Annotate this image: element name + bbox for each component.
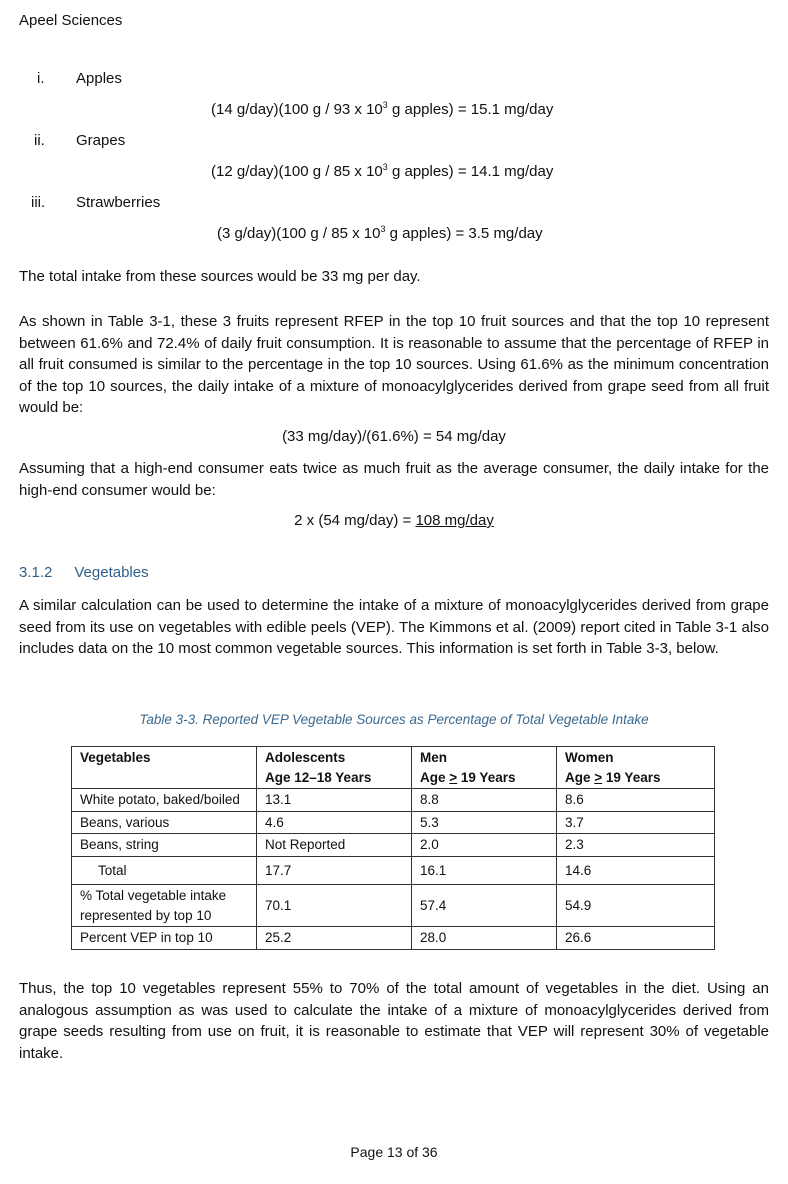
list-item-label: Apples [76,70,122,87]
row-label: % Total vegetable intake represented by top 10 [72,885,257,927]
row-label: White potato, baked/boiled [72,789,257,812]
section-number: 3.1.2 [19,564,53,581]
cell-adolescents: 13.1 [257,789,412,812]
formula-apples: (14 g/day)(100 g / 93 x $10^3$ g apples) = 15.1 mg/day [211,100,554,118]
section-heading [19,564,149,581]
cell-women: 14.6 [557,856,715,885]
cell-men: 57.4 [412,885,557,927]
table-caption: Table 3-3. Reported VEP Vegetable Sources as Percentage of Total Vegetable Intake [139,712,649,727]
table-header-row [72,747,715,789]
list-item-label: Strawberries [76,194,161,211]
paragraph-table31: As shown in Table 3-1, these 3 fruits represent RFEP in the top 10 fruit sources and that the top 10 represent between 61.6% and 72.4% of daily fruit consumption. It is reasonable to assume that the percentage of RFEP in all fruit consumed is similar to the percentage in the top 10 sources. Using 61.6% as the minimum concentration of the top 10 sources, the daily intake of a mixture of monoacylglycerides derived from grape seed from all fruit would be: [19,313,769,416]
section-title: Vegetables [74,564,149,581]
cell-women: 3.7 [557,811,715,834]
paragraph-total-intake: The total intake from these sources would be 33 mg per day. [19,268,421,285]
header-adolescents: Adolescents Age 12–18 Years [257,747,412,789]
row-label: Beans, various [72,811,257,834]
table-row [72,927,715,950]
header-women: Women Age > 19 Years [557,747,715,789]
cell-women: 54.9 [557,885,715,927]
cell-men: 2.0 [412,834,557,857]
list-numeral: ii. [34,132,45,149]
header-vegetables: Vegetables [72,747,257,789]
table-row-total [72,856,715,885]
paragraph-vegetables-intro: A similar calculation can be used to determine the intake of a mixture of monoacylglycerides derived from grape seed from its use on vegetables with edible peels (VEP). The Kimmons et al. (2009) report cited in Table 3-1 also includes data on the 10 most common vegetable sources. This information is set forth in Table 3-3, below. [19,597,769,657]
row-label: Percent VEP in top 10 [72,927,257,950]
list-numeral: iii. [31,194,46,211]
cell-adolescents: 4.6 [257,811,412,834]
header-men: Men Age > 19 Years [412,747,557,789]
cell-men: 28.0 [412,927,557,950]
formula-strawberries: (3 g/day)(100 g / 85 x $10^3$ g apples) = 3.5 mg/day [217,224,543,242]
equation-two: 2 x (54 mg/day) = 108 mg/day [294,512,494,529]
cell-adolescents: 17.7 [257,856,412,885]
table-row [72,789,715,812]
cell-adolescents: Not Reported [257,834,412,857]
cell-women: 8.6 [557,789,715,812]
list-item-label: Grapes [76,132,126,149]
cell-women: 2.3 [557,834,715,857]
paragraph-high-end: Assuming that a high-end consumer eats twice as much fruit as the average consumer, the daily intake for the high-end consumer would be: [19,460,769,499]
cell-adolescents: 25.2 [257,927,412,950]
page-number: Page 13 of 36 [350,1144,438,1160]
formula-grapes: (12 g/day)(100 g / 85 x $10^3$ g apples) = 14.1 mg/day [211,162,554,180]
cell-women: 26.6 [557,927,715,950]
table-row [72,811,715,834]
list-numeral: i. [37,70,45,87]
vep-table [71,746,715,950]
cell-men: 5.3 [412,811,557,834]
header-company: Apeel Sciences [19,12,123,29]
row-label: Beans, string [72,834,257,857]
table-row [72,885,715,927]
paragraph-conclusion: Thus, the top 10 vegetables represent 55% to 70% of the total amount of vegetables in the diet. Using an analogous assumption as was used to calculate the intake of a mixture of monoacylglycerides derived from grape seeds resulting from use on fruit, it is reasonable to estimate that VEP will represent 30% of vegetable intake. [19,980,769,1062]
equation-one: (33 mg/day)/(61.6%) = 54 mg/day [282,428,506,445]
cell-men: 8.8 [412,789,557,812]
table-row [72,834,715,857]
cell-adolescents: 70.1 [257,885,412,927]
cell-men: 16.1 [412,856,557,885]
row-label: Total [72,856,257,885]
equation-two-result: 108 mg/day [415,512,494,529]
